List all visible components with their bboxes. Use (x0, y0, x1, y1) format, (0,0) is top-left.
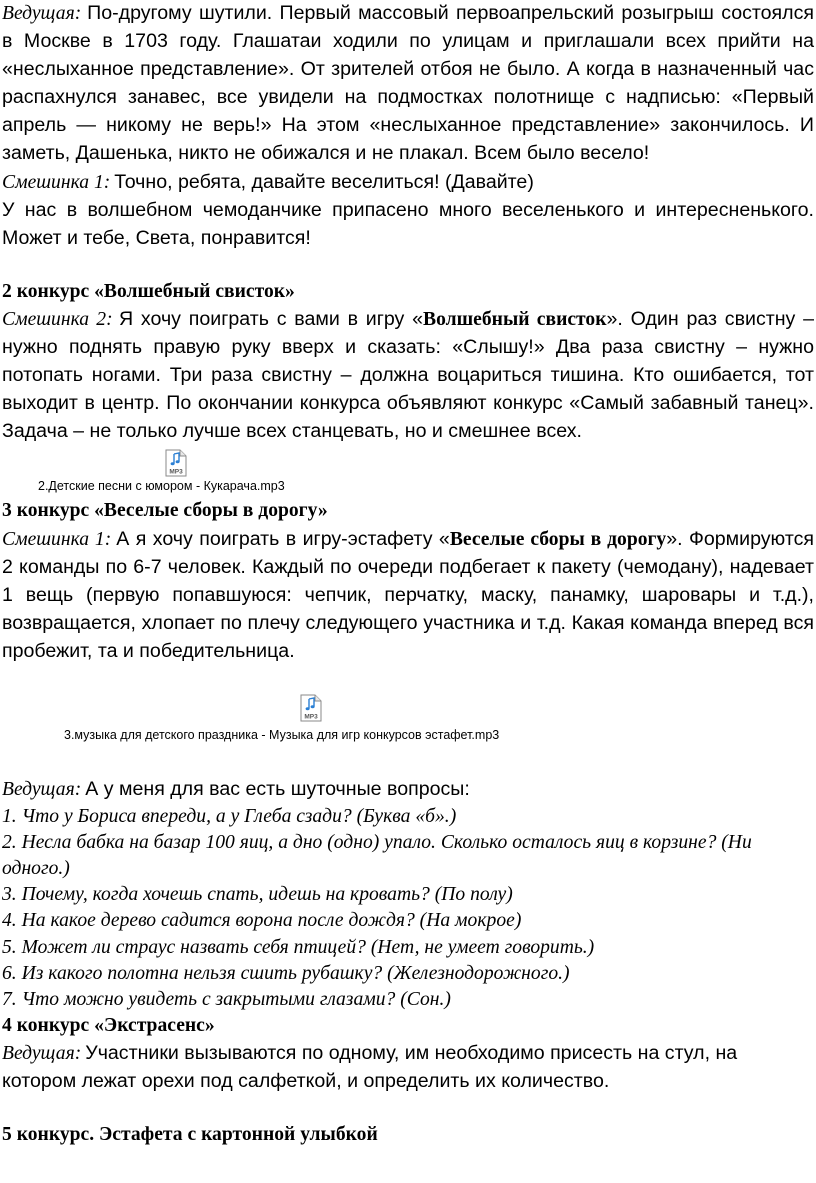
attachment-relay-music[interactable] (2, 666, 814, 766)
list-item: 1. Что у Бориса впереди, а у Глеба сзади? (Буква «б».) (2, 806, 457, 828)
paragraph-text: Точно, ребята, давайте веселиться! (Давайте) (114, 170, 534, 193)
attachment-filename[interactable]: 2.Детские песни с юмором - Кукарача.mp3 (38, 479, 285, 494)
contest-3-heading: 3 конкурс «Веселые сборы в дорогу» (2, 500, 328, 522)
contest-4-heading: 4 конкурс «Экстрасенс» (2, 1014, 215, 1036)
attachment-kukaracha[interactable] (2, 446, 814, 498)
list-item: 2. Несла бабка на базар 100 яиц, а дно (одно) упало. Сколько осталось яиц в корзине? (Ни одного.) (2, 832, 752, 880)
mp3-file-icon[interactable] (300, 694, 322, 722)
paragraph-text: По-другому шутили. Первый массовый первоапрельский розыгрыш состоялся в Москве в 1703 году. Глашатаи ходили по улицам и приглашали всех прийти на «неслыханное представление». От зрителей отбоя не было. А когда в назначенный час распахнулся занавес, все увидели на подмостках полотнище с надписью: «Первый апрель — никому не верь!» На этом «неслыханное представление» закончилось. И заметь, Дашенька, никто не обижался и не плакал. Всем было весело! (2, 2, 815, 165)
list-item: 7. Что можно увидеть с закрытыми глазами? (Сон.) (2, 988, 451, 1010)
contest-5-heading: 5 конкурс. Эстафета с картонной улыбкой (2, 1124, 378, 1146)
riddles-intro: Ведущая: А у меня для вас есть шуточные вопросы: (2, 777, 470, 800)
game-name: Веселые сборы в дорогу (449, 528, 667, 550)
attachment-filename[interactable]: 3.музыка для детского праздника - Музыка для игр конкурсов эстафет.mp3 (64, 727, 500, 742)
mp3-file-icon[interactable] (165, 449, 187, 477)
riddles-list (2, 804, 814, 1013)
paragraph-smeshinka-1 (2, 169, 814, 197)
contest-2-heading: 2 конкурс «Волшебный свисток» (2, 280, 295, 302)
list-item: 5. Может ли страус назвать себя птицей? (Нет, не умеет говорить.) (2, 936, 595, 958)
contest-2-text: Смешинка 2: Я хочу поиграть с вами в игру «Волшебный свисток». Один раз свистну – нужно поднять правую руку вверх и сказать: «Слышу!» Два раза свистну – нужно потопать ногами. Три раза свистну – должна воцариться тишина. Кто ошибается, тот выходит в центр. По окончании конкурса объявляют конкурс «Самый забавный танец». Задача – не только лучше всех станцевать, но и смешнее всех. (2, 307, 815, 443)
game-name: Волшебный свисток (423, 308, 607, 330)
list-item: 4. На какое дерево садится ворона после дождя? (На мокрое) (2, 910, 522, 932)
paragraph-host-intro (2, 0, 814, 169)
speaker-label: Смешинка 1: (2, 528, 112, 550)
contest-4-text: Ведущая: Участники вызываются по одному, им необходимо присесть на стул, на котором лежат орехи под салфеткой, и определить их количество. (2, 1041, 738, 1092)
speaker-label: Смешинка 1: (2, 171, 111, 193)
svg-text:MP3: MP3 (304, 713, 318, 721)
speaker-label: Ведущая: (2, 778, 82, 800)
paragraph-suitcase (2, 197, 814, 253)
list-item: 3. Почему, когда хочешь спать, идешь на кровать? (По полу) (2, 884, 513, 906)
paragraph-text: У нас в волшебном чемоданчике припасено много веселенького и интересненького. Может и тебе, Света, понравится! (2, 198, 814, 249)
speaker-label: Ведущая: (2, 1042, 82, 1064)
speaker-label: Смешинка 2: (2, 308, 113, 330)
speaker-label: Ведущая: (2, 3, 82, 24)
svg-text:MP3: MP3 (169, 468, 183, 476)
list-item: 6. Из какого полотна нельзя сшить рубашку? (Железнодорожного.) (2, 962, 570, 984)
contest-3-text: Смешинка 1: А я хочу поиграть в игру-эстафету «Веселые сборы в дорогу». Формируются 2 команды по 6-7 человек. Каждый по очереди подбегает к пакету (чемодану), надевает 1 вещь (первую попавшуюся: чепчик, перчатку, маску, панамку, шаровары и т.д.), возвращается, хлопает по плечу следующего участника и т.д. Какая команда вперед вся пробежит, та и победительница. (2, 527, 814, 662)
